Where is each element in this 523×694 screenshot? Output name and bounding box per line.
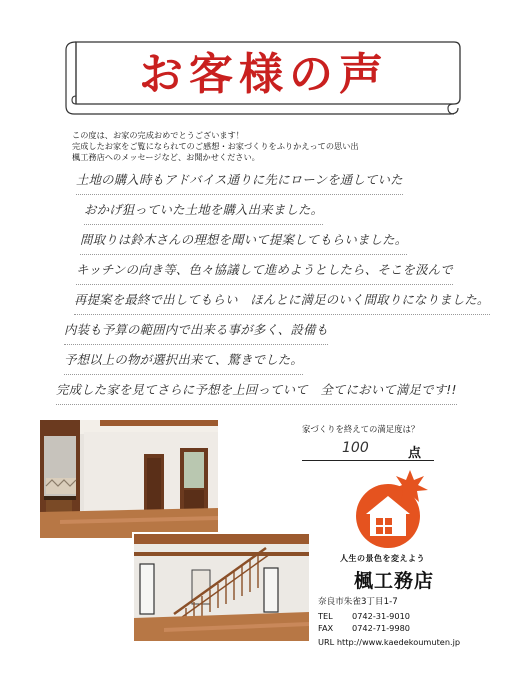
- message-line: 間取りは鈴木さんの理想を聞いて提案してもらいました。: [80, 228, 407, 258]
- company-url[interactable]: [318, 637, 460, 647]
- handwritten-message: [56, 168, 504, 408]
- satisfaction-unit: 点: [408, 446, 422, 461]
- intro-line: この度は、お家の完成おめでとうございます！: [72, 130, 244, 140]
- company-fax: [318, 623, 410, 633]
- message-line: 内装も予算の範囲内で出来る事が多く、設備も: [64, 318, 328, 348]
- company-tel: [318, 611, 410, 621]
- company-logo: [348, 470, 432, 550]
- satisfaction-label: 家づくりを終えての満足度は？: [302, 424, 420, 434]
- url-label: URL: [318, 637, 335, 647]
- company-name: 楓工務店: [354, 570, 435, 592]
- message-line: 予想以上の物が選択出来て、驚きでした。: [64, 348, 303, 378]
- living-room-photo: [40, 420, 218, 538]
- company-tagline: 人生の景色を変えよう: [340, 554, 425, 563]
- fax-number: 0742-71-9980: [352, 623, 411, 633]
- message-line: 土地の購入時もアドバイス通りに先にローンを通していた: [76, 168, 403, 198]
- page-title: お客様の声: [139, 49, 389, 100]
- message-line: 完成した家を見てさらに予想を上回っていて 全てにおいて満足です!!: [56, 378, 457, 408]
- staircase-photo: [132, 532, 311, 643]
- intro-line: 完成したお家をご覧になられてのご感想・お家づくりをふりかえっての思い出: [72, 141, 359, 151]
- title-banner: [62, 38, 464, 116]
- message-line: キッチンの向き等、色々協議して進めようとしたら、そこを汲んで: [76, 258, 453, 288]
- intro-text: [72, 130, 492, 163]
- satisfaction-value: 100: [342, 440, 369, 456]
- url-link[interactable]: http://www.kaedekoumuten.jp: [336, 637, 461, 647]
- message-line: おかげ狙っていた土地を購入出来ました。: [84, 198, 323, 228]
- tel-label: TEL: [318, 611, 333, 621]
- message-line: 再提案を最終で出してもらい ほんとに満足のいく間取りになりました。: [74, 288, 490, 318]
- tel-number: 0742-31-9010: [352, 611, 411, 621]
- satisfaction-score: [302, 440, 434, 461]
- fax-label: FAX: [318, 623, 334, 633]
- company-address: 奈良市朱雀3丁目1-7: [318, 597, 398, 607]
- intro-line: 楓工務店へのメッセージなど、お聞かせください。: [72, 152, 260, 162]
